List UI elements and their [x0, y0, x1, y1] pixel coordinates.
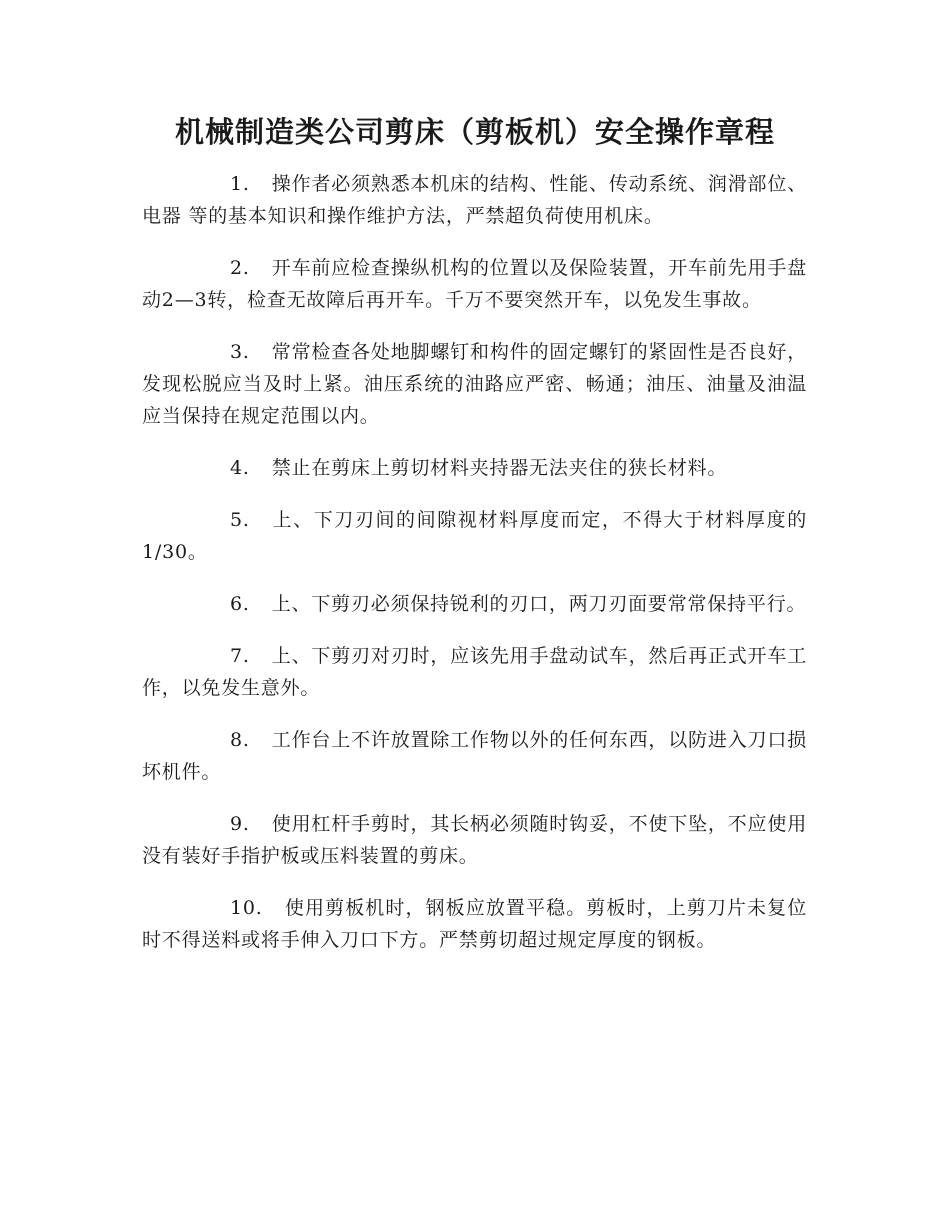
list-item — [142, 252, 807, 316]
item-text: 开车前应检查操纵机构的位置以及保险装置，开车前先用手盘动2—3转，检查无故障后再开车。千万不要突然开车，以免发生事故。 — [142, 257, 807, 311]
item-text: 上、下剪刃对刃时，应该先用手盘动试车，然后再正式开车工作，以免发生意外。 — [142, 645, 807, 699]
item-text: 常常检查各处地脚螺钉和构件的固定螺钉的紧固性是否良好，发现松脱应当及时上紧。油压系统的油路应严密、畅通；油压、油量及油温应当保持在规定范围以内。 — [142, 341, 807, 427]
item-number: 1. — [230, 173, 250, 195]
list-item — [142, 808, 807, 872]
item-text: 使用杠杆手剪时，其长柄必须随时钩妥，不使下坠，不应使用没有装好手指护板或压料装置的剪床。 — [142, 813, 807, 867]
item-text: 禁止在剪床上剪切材料夹持器无法夹住的狭长材料。 — [271, 457, 728, 479]
item-number: 4. — [230, 457, 250, 479]
item-text: 操作者必须熟悉本机床的结构、性能、传动系统、润滑部位、电器 等的基本知识和操作维护方法，严禁超负荷使用机床。 — [142, 173, 807, 227]
item-text: 上、下刀刃间的间隙视材料厚度而定，不得大于材料厚度的1/30。 — [142, 509, 807, 563]
list-item — [142, 452, 807, 484]
item-number: 2. — [230, 257, 250, 279]
item-number: 8. — [230, 729, 250, 751]
list-item — [142, 504, 807, 568]
item-number: 7. — [230, 645, 250, 667]
item-number: 9. — [230, 813, 250, 835]
item-number: 3. — [230, 341, 250, 363]
list-item — [142, 640, 807, 704]
item-text: 工作台上不许放置除工作物以外的任何东西，以防进入刀口损坏机件。 — [142, 729, 807, 783]
list-item — [142, 168, 807, 232]
list-item — [142, 892, 807, 956]
item-number: 10. — [230, 897, 263, 919]
list-item — [142, 724, 807, 788]
item-number: 5. — [230, 509, 250, 531]
list-item — [142, 336, 807, 432]
item-text: 使用剪板机时，钢板应放置平稳。剪板时，上剪刀片未复位时不得送料或将手伸入刀口下方。严禁剪切超过规定厚度的钢板。 — [142, 897, 807, 951]
item-text: 上、下剪刃必须保持锐利的刃口，两刀刃面要常常保持平行。 — [271, 593, 807, 615]
page-title: 机械制造类公司剪床（剪板机）安全操作章程 — [174, 115, 775, 149]
list-item — [142, 588, 807, 620]
document-body — [142, 168, 807, 976]
item-number: 6. — [230, 593, 250, 615]
